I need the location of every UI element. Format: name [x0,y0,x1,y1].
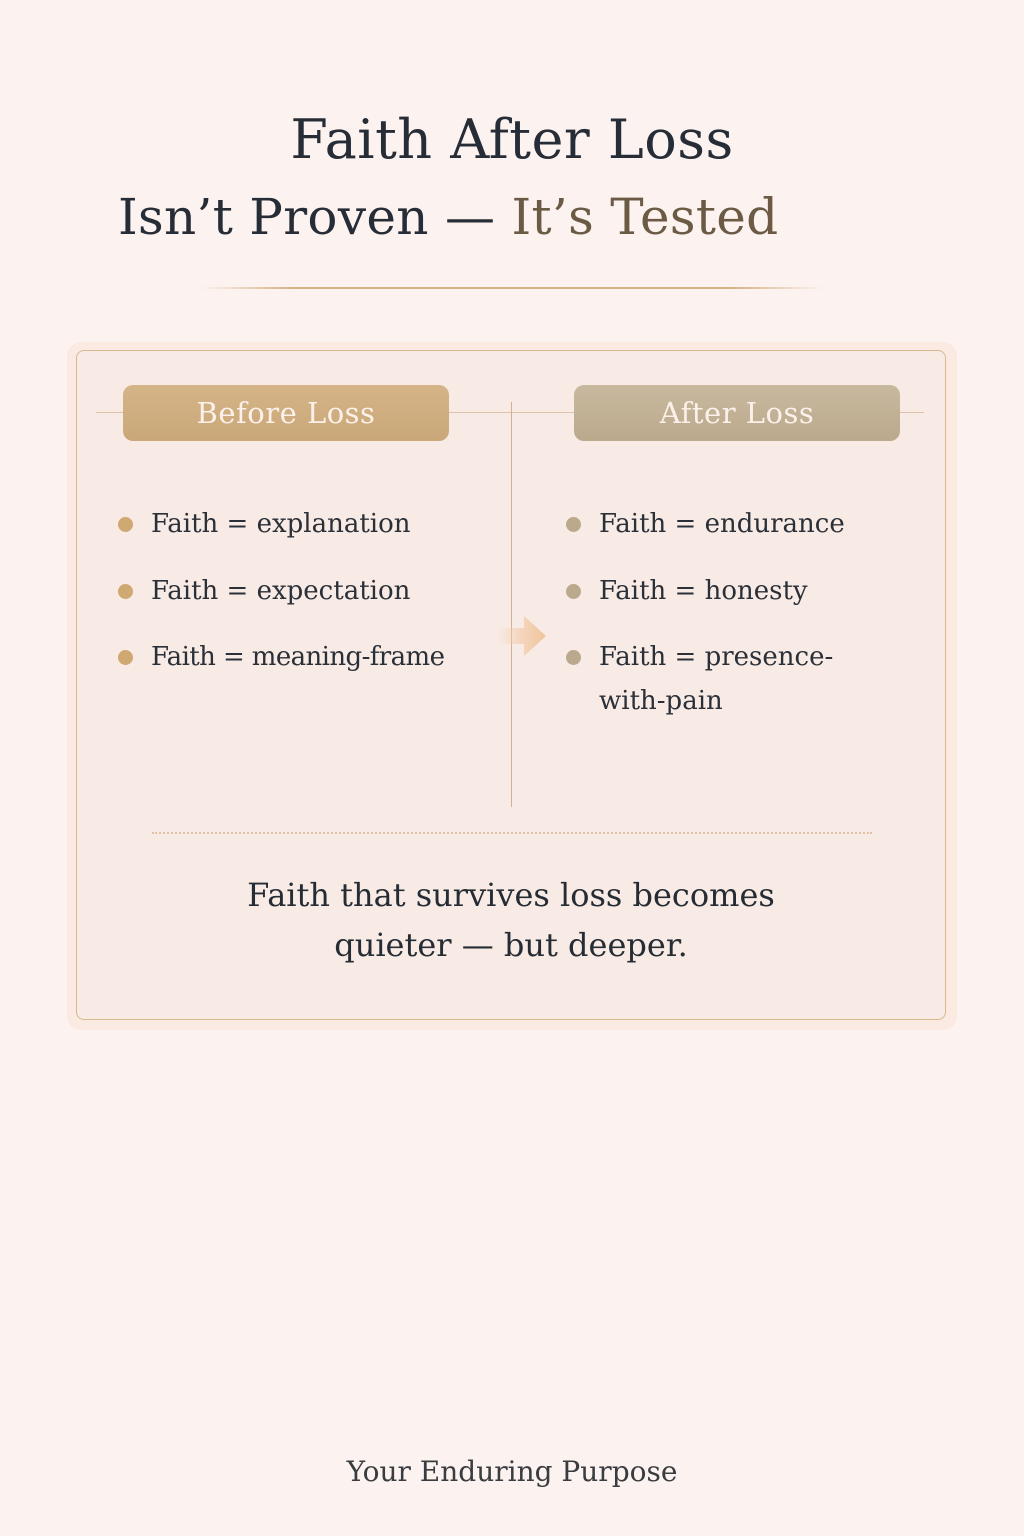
dot-icon [118,650,133,665]
after-item [599,502,845,546]
header-rule-right-outer [900,412,924,413]
dot-icon [566,517,581,532]
arrow-right-icon [496,614,546,658]
dot-icon [566,584,581,599]
closing-line-1: Faith that survives loss becomes [247,876,775,914]
after-item-text: Faith = presence-with-pain [599,642,834,716]
before-item-text: Faith = meaning-frame [151,642,445,672]
section-divider [152,832,872,834]
column-divider [511,402,512,807]
footer-brand: Your Enduring Purpose [346,1455,678,1488]
title-divider [200,287,824,289]
title-line-2-accent: It’s Tested [511,188,779,246]
dot-icon [118,584,133,599]
before-item [151,635,444,679]
closing-line-2: quieter — but deeper. [334,926,688,964]
dot-icon [118,517,133,532]
before-item-text: Faith = explanation [151,509,411,539]
after-item-text: Faith = honesty [599,576,808,606]
after-item-text: Faith = endurance [599,509,845,539]
before-item [151,502,411,546]
title-line-1: Faith After Loss [290,108,734,171]
header-rule-left-outer [96,412,126,413]
before-item [151,569,410,613]
title-line-2 [118,188,778,246]
before-item-text: Faith = expectation [151,576,411,606]
dot-icon [566,650,581,665]
title-line-2-main: Isn’t Proven — [118,188,512,246]
after-item [599,635,879,723]
after-item [599,569,808,613]
after-loss-header: After Loss [574,385,900,441]
before-loss-header: Before Loss [123,385,449,441]
